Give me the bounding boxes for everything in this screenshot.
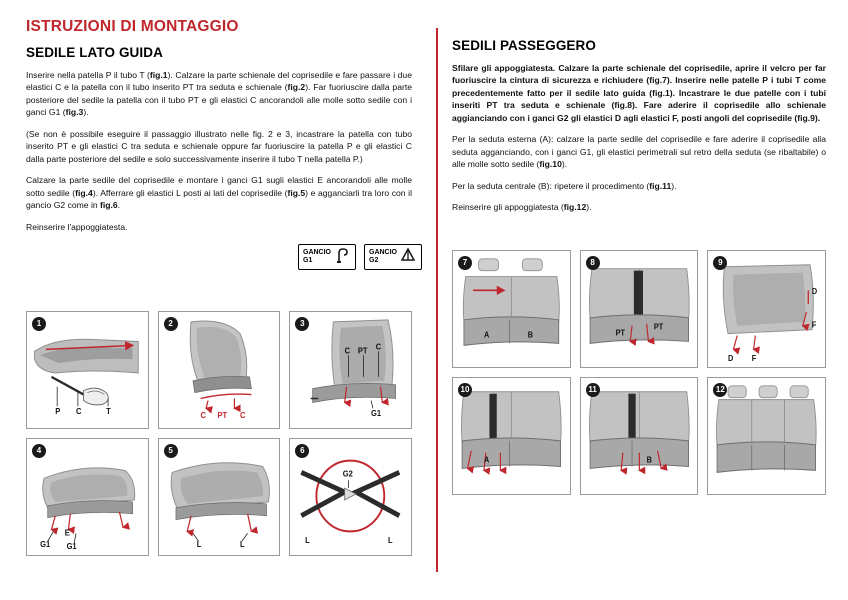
right-paragraph-4: Reinserire gli appoggiatesta (fig.12). [452,202,592,213]
svg-text:PT: PT [653,321,663,332]
figure-7 [452,250,571,368]
svg-text:T: T [106,407,111,417]
svg-text:L: L [196,539,201,550]
svg-text:D: D [728,353,734,363]
svg-text:L: L [305,536,311,546]
svg-text:G1: G1 [40,539,51,550]
figure-11-number: 11 [586,383,600,397]
right-paragraph-3: Per la seduta centrale (B): ripetere il procedimento (fig.11). [452,180,677,191]
svg-text:F: F [812,319,817,330]
svg-text:PT: PT [358,346,368,356]
svg-text:D: D [812,286,818,296]
figure-6-number: 6 [295,444,309,458]
figure-1 [26,311,149,429]
figure-4 [26,438,149,556]
figure-11 [580,377,699,495]
svg-text:P: P [55,407,61,417]
hook-g2-name: GANCIO [369,249,397,257]
hook-legend [298,244,422,270]
figure-10 [452,377,571,495]
right-column [448,18,826,590]
figure-5 [158,438,281,556]
figure-3 [289,311,412,429]
two-column-layout [26,18,826,590]
figure-7-number: 7 [458,256,472,270]
svg-text:A: A [483,329,490,340]
svg-text:G1: G1 [371,409,382,419]
svg-text:PT: PT [217,411,227,421]
figure-10-number: 10 [458,383,472,397]
figure-1-number: 1 [32,317,46,331]
figure-12-number: 12 [713,383,727,397]
left-paragraph-2: (Se non è possibile eseguire il passaggio illustrato nelle fig. 2 e 3, incastrare la patella con tubo inserito PT e gli elastici C tra seduta e schienale oppure far fuoriuscire la patella P e gli elastici C dalla parte posteriore del sedile e solo successivamente inserire il tubo T nella patella P.) [26,128,412,164]
hook-g1-code: G1 [303,257,313,264]
svg-text:B: B [646,454,652,465]
figure-8 [580,250,699,368]
figure-6 [289,438,412,556]
figure-9 [707,250,826,368]
right-paragraph-2: Per la seduta esterna (A): calzare la parte sedile del coprisedile e fare aderire il coprisedile alla seduta agganciando, con i ganci G1, gli elastici perimetrali sul retro della seduta (se ribaltabile) o alle molle sotto sedile (fig.10). [452,134,826,170]
svg-text:A: A [483,454,490,465]
figure-2-number: 2 [164,317,178,331]
figure-2 [158,311,281,429]
svg-text:C: C [345,346,351,356]
svg-text:G2: G2 [343,469,354,479]
left-paragraph-3: Calzare la parte sedile del coprisedile e montare i ganci G1 sugli elastici E ancorandoli alle molle sotto sedile (fig.4). Afferrare gli elastici L posti ai lati del coprisedile (fig.5) e agganciarli tra loro con il gancio G2 come in fig.6. [26,175,412,211]
svg-text:F: F [752,353,757,363]
page-title: ISTRUZIONI DI MONTAGGIO [26,18,239,35]
svg-text:L: L [388,536,393,546]
left-paragraph-1: Inserire nella patella P il tubo T (fig.1). Calzare la parte schienale del coprisedile e fare passare i due elastici C e la patella con il tubo inserito PT tra seduta e schienale (fig.2). Far fuoriuscire dalla parte posteriore del sedile la patella con il tubo PT e gli elastici C ancorandoli alle molle sotto sedile con i ganci G1 (fig.3). [26,70,413,118]
figure-5-number: 5 [164,444,178,458]
left-figure-grid [26,311,412,556]
column-divider [436,28,438,572]
left-section-title: SEDILE LATO GUIDA [26,45,163,60]
figure-12 [707,377,826,495]
svg-text:C: C [76,407,82,417]
figure-3-number: 3 [295,317,309,331]
svg-text:L: L [239,539,245,550]
svg-text:E: E [64,528,70,538]
svg-text:PT: PT [615,327,625,338]
right-section-title: SEDILI PASSEGGERO [452,38,596,53]
right-paragraph-1: Sfilare gli appoggiatesta. Calzare la parte schienale del coprisedile, aprire il velcro per far fuoriuscire la cintura di sicurezza e richiudere (fig.7). Inserire nelle patelle P i tubi T come precedentemente fatto per il sedile lato guida (fig.1). Incastrare le due patelle con i tubi inseriti PT tra seduta e schienale (fig.8). Fare aderire il coprisedile allo schienale aggianciando con i ganci G2 gli elastici D agli elastici F, posti angoli del coprisedile (fig.9). [452,63,826,123]
svg-text:C: C [376,342,382,352]
figure-4-number: 4 [32,444,46,458]
svg-text:B: B [527,329,534,340]
left-paragraph-4: Reinserire l'appoggiatesta. [26,221,128,232]
hook-g2-code: G2 [369,257,379,264]
svg-text:C: C [239,411,246,421]
hook-badge-g1 [298,244,356,270]
svg-text:C: C [200,411,206,421]
hook-g1-name: GANCIO [303,249,331,257]
hook-g1-icon [335,246,351,269]
hook-badge-g2 [364,244,422,270]
figure-8-number: 8 [586,256,600,270]
left-column [26,18,426,590]
figure-9-number: 9 [713,256,727,270]
right-figure-grid [452,250,826,495]
hook-g2-icon [399,246,417,269]
svg-text:G1: G1 [66,541,77,552]
